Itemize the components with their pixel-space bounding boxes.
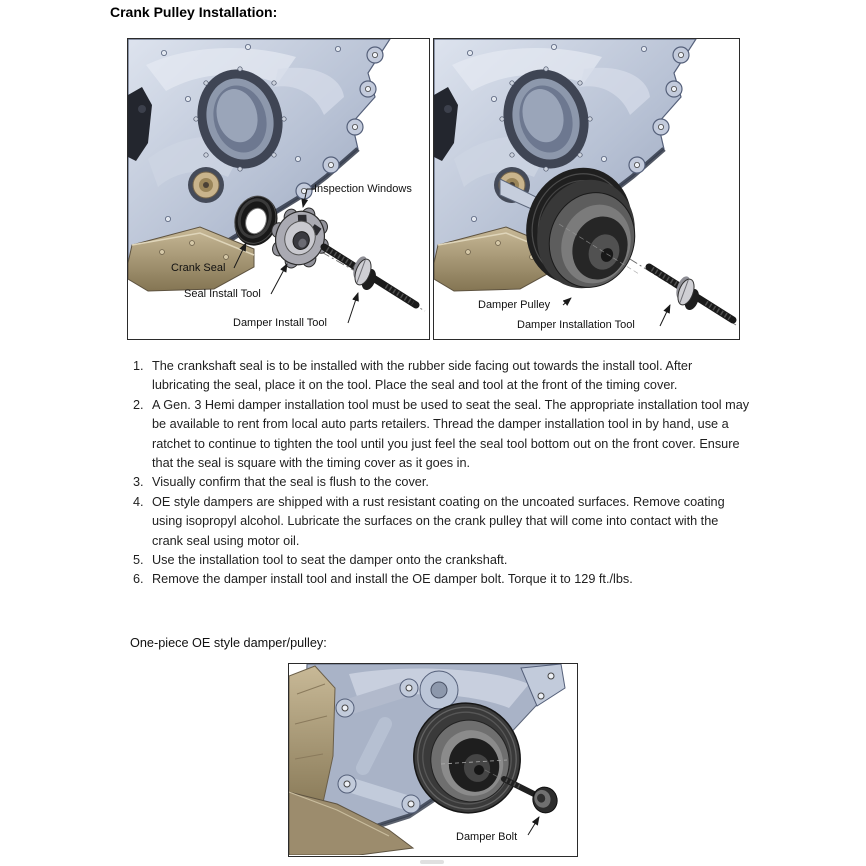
engine-one-piece-illustration — [289, 664, 576, 855]
damper-installation-tool-part — [649, 267, 733, 320]
step-number: 5. — [133, 553, 144, 568]
step-text: OE style dampers are shipped with a rust resistant coating on the uncoated surfaces. Remove coating using isopropyl alcohol. Lubricate the surfaces on the crank pulley that will come into contact with the crank seal using motor oil. — [152, 494, 725, 548]
instruction-step — [133, 493, 761, 551]
instruction-step — [133, 396, 761, 474]
figure-seal-install — [127, 38, 430, 340]
figure-label-inspection-windows: Inspection Windows — [314, 183, 412, 195]
instruction-step — [133, 473, 761, 492]
step-text: A Gen. 3 Hemi damper installation tool must be used to seat the seal. The appropriate installation tool may be available to rent from local auto parts retailers. Thread the damper installation tool in by hand, use a ratchet to continue to tighten the tool until you just feel the seal tool bottom out on the front cover. Ensure that the seal is square with the timing cover as it goes in. — [152, 397, 750, 471]
instruction-steps — [133, 357, 761, 590]
figure-label-damper-bolt: Damper Bolt — [456, 831, 518, 843]
engine-damper-illustration — [434, 39, 738, 338]
figure-label-damper-pulley: Damper Pulley — [478, 299, 551, 311]
instruction-step — [133, 570, 761, 589]
step-number: 2. — [133, 397, 144, 412]
figure-label-seal-install-tool: Seal Install Tool — [184, 288, 261, 300]
figure-one-piece-damper — [288, 663, 578, 857]
figure-damper-install — [433, 38, 740, 340]
damper-install-tool-part — [324, 247, 416, 305]
step-text: Remove the damper install tool and install the OE damper bolt. Torque it to 129 ft./lbs. — [152, 572, 633, 587]
step-text: Use the installation tool to seat the damper onto the crankshaft. — [152, 553, 508, 568]
step-number: 1. — [133, 359, 144, 373]
page-title: Crank Pulley Installation: — [110, 4, 278, 20]
step-number: 4. — [133, 494, 144, 509]
step-text: The crankshaft seal is to be installed with the rubber side facing out towards the install tool. After lubricating the seal, place it on the tool. Place the seal and tool at the front of the timing cover. — [152, 359, 693, 393]
instruction-step — [133, 357, 761, 396]
figure-label-damper-install-tool: Damper Install Tool — [233, 317, 327, 329]
figure-label-damper-installation-tool: Damper Installation Tool — [517, 319, 635, 331]
one-piece-heading: One-piece OE style damper/pulley: — [130, 636, 327, 650]
step-number: 6. — [133, 572, 144, 587]
step-text: Visually confirm that the seal is flush to the cover. — [152, 475, 429, 490]
instruction-step — [133, 551, 761, 570]
step-number: 3. — [133, 475, 144, 490]
figure-label-crank-seal: Crank Seal — [171, 262, 226, 274]
page-edge-artifact — [420, 860, 444, 864]
